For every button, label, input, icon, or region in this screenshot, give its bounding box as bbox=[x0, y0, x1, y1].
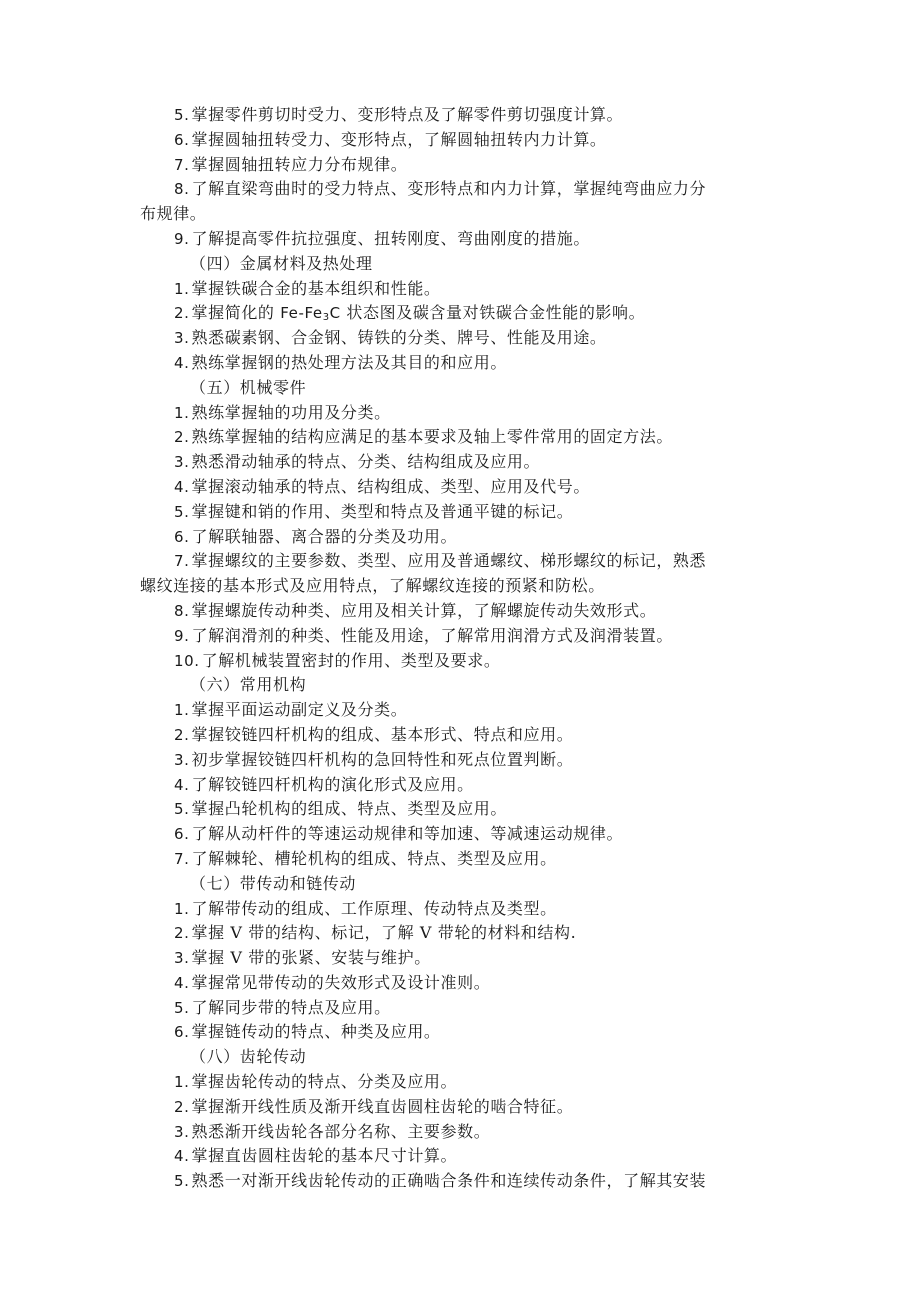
item-text: 了解从动杆件的等速运动规律和等加速、等减速运动规律。 bbox=[191, 824, 624, 844]
item-number: 3. bbox=[174, 750, 190, 769]
item-text: 掌握常见带传动的失效形式及设计准则。 bbox=[191, 972, 491, 992]
item-text: 掌握螺纹的主要参数、类型、应用及普通螺纹、梯形螺纹的标记，熟悉 bbox=[191, 551, 707, 571]
item-number: 8. bbox=[174, 180, 190, 199]
item-text: 熟悉碳素钢、合金钢、铸铁的分类、牌号、性能及用途。 bbox=[191, 328, 607, 348]
list-item bbox=[140, 599, 780, 624]
item-text: 掌握 V 带的结构、标记，了解 V 带轮的材料和结构. bbox=[191, 923, 577, 943]
list-item bbox=[140, 525, 780, 550]
list-item bbox=[140, 128, 780, 153]
list-item bbox=[140, 1070, 780, 1095]
item-text-post: 状态图及碳含量对铁碳合金性能的影响。 bbox=[340, 303, 646, 323]
item-text: 掌握直齿圆柱齿轮的基本尺寸计算。 bbox=[191, 1146, 458, 1166]
list-item bbox=[140, 450, 780, 475]
list-item bbox=[140, 401, 780, 426]
item-text: 掌握齿轮传动的特点、分类及应用。 bbox=[191, 1072, 458, 1092]
list-item bbox=[140, 177, 780, 202]
list-item bbox=[140, 301, 780, 326]
list-item bbox=[140, 971, 780, 996]
item-text: 熟练掌握轴的结构应满足的基本要求及轴上零件常用的固定方法。 bbox=[191, 427, 673, 447]
list-item bbox=[140, 1120, 780, 1145]
item-text: 了解润滑剂的种类、性能及用途，了解常用润滑方式及润滑装置。 bbox=[191, 625, 673, 645]
item-text: 了解机械装置密封的作用、类型及要求。 bbox=[201, 650, 501, 670]
item-number: 6. bbox=[174, 1023, 190, 1042]
item-text: 熟练掌握轴的功用及分类。 bbox=[191, 402, 391, 422]
item-number: 1. bbox=[174, 403, 190, 422]
item-text: 熟悉一对渐开线齿轮传动的正确啮合条件和连续传动条件，了解其安装 bbox=[191, 1171, 707, 1191]
item-text: 掌握铰链四杆机构的组成、基本形式、特点和应用。 bbox=[191, 724, 574, 744]
item-text: 了解铰链四杆机构的演化形式及应用。 bbox=[191, 774, 474, 794]
item-number: 8. bbox=[174, 601, 190, 620]
item-number: 6. bbox=[174, 825, 190, 844]
item-number: 2. bbox=[174, 428, 190, 447]
item-number: 6. bbox=[174, 130, 190, 149]
section-heading: （八）齿轮传动 bbox=[190, 1047, 307, 1067]
list-item bbox=[140, 326, 780, 351]
list-item bbox=[140, 351, 780, 376]
item-number: 4. bbox=[174, 1147, 190, 1166]
item-text: 了解直梁弯曲时的受力特点、变形特点和内力计算，掌握纯弯曲应力分 bbox=[191, 179, 707, 199]
item-number: 7. bbox=[174, 552, 190, 571]
item-number: 9. bbox=[174, 626, 190, 645]
list-item bbox=[140, 797, 780, 822]
item-text: 掌握渐开线性质及渐开线直齿圆柱齿轮的啮合特征。 bbox=[191, 1096, 574, 1116]
list-item bbox=[140, 1020, 780, 1045]
list-item bbox=[140, 624, 780, 649]
item-number: 4. bbox=[174, 477, 190, 496]
item-text: 熟练掌握钢的热处理方法及其目的和应用。 bbox=[191, 352, 507, 372]
item-number: 5. bbox=[174, 106, 190, 124]
list-item bbox=[140, 1144, 780, 1169]
item-text: 熟悉渐开线齿轮各部分名称、主要参数。 bbox=[191, 1121, 491, 1141]
list-item bbox=[140, 277, 780, 302]
list-item bbox=[140, 475, 780, 500]
item-number: 2. bbox=[174, 1097, 190, 1116]
formula-subscript: 3 bbox=[322, 312, 330, 324]
list-item bbox=[140, 1095, 780, 1120]
item-number: 6. bbox=[174, 527, 190, 546]
item-continuation bbox=[140, 202, 780, 227]
item-text: 掌握螺旋传动种类、应用及相关计算，了解螺旋传动失效形式。 bbox=[191, 600, 657, 620]
item-number: 2. bbox=[174, 924, 190, 943]
item-number: 2. bbox=[174, 725, 190, 744]
item-text: 了解带传动的组成、工作原理、传动特点及类型。 bbox=[191, 898, 557, 918]
item-number: 3. bbox=[174, 329, 190, 348]
list-item bbox=[140, 946, 780, 971]
list-item bbox=[140, 549, 780, 574]
item-text: 掌握凸轮机构的组成、特点、类型及应用。 bbox=[191, 799, 507, 819]
item-number: 1. bbox=[174, 279, 190, 298]
item-number: 4. bbox=[174, 973, 190, 992]
item-number: 1. bbox=[174, 701, 190, 720]
list-item bbox=[140, 773, 780, 798]
list-item bbox=[140, 103, 780, 128]
item-number: 4. bbox=[174, 353, 190, 372]
list-item bbox=[140, 748, 780, 773]
formula-part-a: Fe-Fe bbox=[280, 304, 323, 323]
item-number: 5. bbox=[174, 1172, 190, 1191]
list-item bbox=[140, 500, 780, 525]
item-text: 螺纹连接的基本形式及应用特点，了解螺纹连接的预紧和防松。 bbox=[140, 576, 605, 596]
list-item bbox=[140, 897, 780, 922]
item-text: 掌握链传动的特点、种类及应用。 bbox=[191, 1022, 441, 1042]
list-item bbox=[140, 723, 780, 748]
section-heading: （五）机械零件 bbox=[190, 377, 307, 397]
item-number: 7. bbox=[174, 155, 190, 174]
item-continuation bbox=[140, 574, 780, 599]
item-number: 7. bbox=[174, 849, 190, 868]
item-text: 了解棘轮、槽轮机构的组成、特点、类型及应用。 bbox=[191, 848, 557, 868]
item-text: 掌握滚动轴承的特点、结构组成、类型、应用及代号。 bbox=[191, 476, 590, 496]
document-body bbox=[140, 103, 780, 1194]
item-text: 掌握平面运动副定义及分类。 bbox=[191, 700, 408, 720]
item-text: 掌握铁碳合金的基本组织和性能。 bbox=[191, 278, 441, 298]
list-item bbox=[140, 847, 780, 872]
item-text: 掌握圆轴扭转应力分布规律。 bbox=[191, 154, 408, 174]
item-number: 9. bbox=[174, 229, 190, 248]
item-text: 掌握 V 带的张紧、安装与维护。 bbox=[191, 948, 431, 968]
item-number: 10. bbox=[174, 651, 200, 670]
list-item bbox=[140, 698, 780, 723]
section-heading: （六）常用机构 bbox=[190, 675, 307, 695]
item-number: 3. bbox=[174, 1122, 190, 1141]
item-number: 3. bbox=[174, 453, 190, 472]
item-number: 5. bbox=[174, 998, 190, 1017]
item-text: 了解联轴器、离合器的分类及功用。 bbox=[191, 526, 458, 546]
item-text: 掌握键和销的作用、类型和特点及普通平键的标记。 bbox=[191, 501, 574, 521]
item-text: 布规律。 bbox=[140, 204, 207, 224]
list-item bbox=[140, 921, 780, 946]
item-number: 2. bbox=[174, 304, 190, 323]
item-text: 了解提高零件抗拉强度、扭转刚度、弯曲刚度的措施。 bbox=[191, 228, 590, 248]
list-item bbox=[140, 996, 780, 1021]
item-number: 4. bbox=[174, 775, 190, 794]
list-item bbox=[140, 822, 780, 847]
item-text: 熟悉滑动轴承的特点、分类、结构组成及应用。 bbox=[191, 452, 541, 472]
item-text: 初步掌握铰链四杆机构的急回特性和死点位置判断。 bbox=[191, 749, 574, 769]
item-number: 5. bbox=[174, 502, 190, 521]
formula bbox=[280, 304, 341, 322]
list-item bbox=[140, 153, 780, 178]
item-number: 5. bbox=[174, 800, 190, 819]
list-item bbox=[140, 649, 780, 674]
section-heading: （四）金属材料及热处理 bbox=[190, 253, 373, 273]
list-item bbox=[140, 425, 780, 450]
formula-part-b: C bbox=[329, 304, 341, 323]
item-number: 1. bbox=[174, 899, 190, 918]
item-text: 了解同步带的特点及应用。 bbox=[191, 997, 391, 1017]
list-item bbox=[140, 1169, 780, 1194]
item-number: 3. bbox=[174, 949, 190, 968]
item-text-pre: 掌握简化的 bbox=[191, 303, 281, 323]
list-item bbox=[140, 227, 780, 252]
item-text: 掌握圆轴扭转受力、变形特点，了解圆轴扭转内力计算。 bbox=[191, 129, 607, 149]
section-heading: （七）带传动和链传动 bbox=[190, 873, 357, 893]
item-number: 1. bbox=[174, 1073, 190, 1092]
item-text: 掌握零件剪切时受力、变形特点及了解零件剪切强度计算。 bbox=[191, 105, 624, 124]
